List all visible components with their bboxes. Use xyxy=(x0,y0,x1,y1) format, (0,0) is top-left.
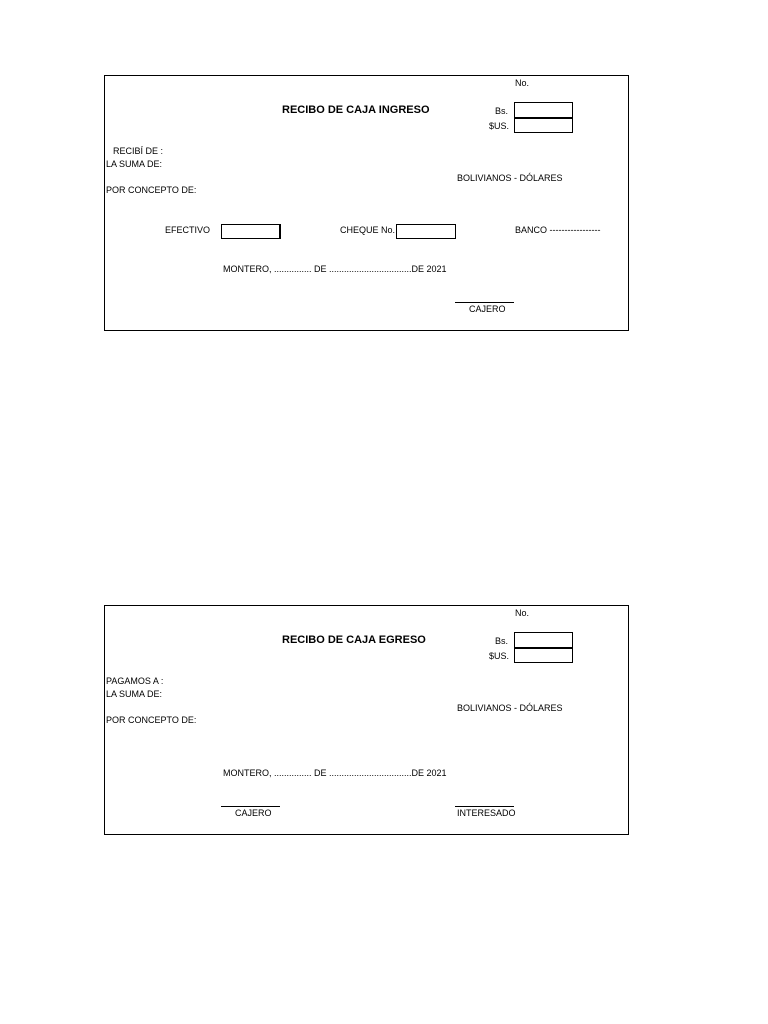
recibi-de-label: RECIBÍ DE : xyxy=(113,146,164,156)
cajero-signature-line xyxy=(455,302,514,303)
cajero-label: CAJERO xyxy=(235,808,272,818)
concepto-label: POR CONCEPTO DE: xyxy=(106,715,197,725)
receipt-number-label: No. xyxy=(515,608,530,618)
concepto-label: POR CONCEPTO DE: xyxy=(106,185,197,195)
date-line: MONTERO, ............... DE .................................DE 2021 xyxy=(223,768,447,778)
efectivo-label: EFECTIVO xyxy=(165,225,211,235)
interesado-signature-line xyxy=(455,806,514,807)
receipt-ingreso xyxy=(104,75,629,331)
receipt-number-label: No. xyxy=(515,78,530,88)
bs-label: Bs. xyxy=(495,636,509,646)
pagamos-a-label: PAGAMOS A : xyxy=(106,676,164,686)
date-line: MONTERO, ............... DE .................................DE 2021 xyxy=(223,264,447,274)
usd-amount-box[interactable] xyxy=(514,648,573,663)
suma-label: LA SUMA DE: xyxy=(106,689,163,699)
receipt-egreso xyxy=(104,605,629,835)
currency-text: BOLIVIANOS - DÓLARES xyxy=(457,173,563,183)
interesado-label: INTERESADO xyxy=(457,808,516,818)
usd-amount-box[interactable] xyxy=(514,118,573,133)
usd-label: $US. xyxy=(489,651,510,661)
suma-label: LA SUMA DE: xyxy=(106,159,163,169)
cajero-label: CAJERO xyxy=(469,304,506,314)
banco-label: BANCO ----------------- xyxy=(515,225,601,235)
cajero-signature-line xyxy=(221,806,280,807)
bs-amount-box[interactable] xyxy=(514,632,573,648)
cheque-number-box[interactable] xyxy=(396,224,456,239)
usd-label: $US. xyxy=(489,121,510,131)
currency-text: BOLIVIANOS - DÓLARES xyxy=(457,703,563,713)
receipt-title: RECIBO DE CAJA EGRESO xyxy=(282,634,426,646)
bs-amount-box[interactable] xyxy=(514,102,573,118)
bs-label: Bs. xyxy=(495,106,509,116)
cheque-label: CHEQUE No. xyxy=(340,225,396,235)
receipt-title: RECIBO DE CAJA INGRESO xyxy=(282,104,430,116)
efectivo-box[interactable] xyxy=(221,224,281,239)
